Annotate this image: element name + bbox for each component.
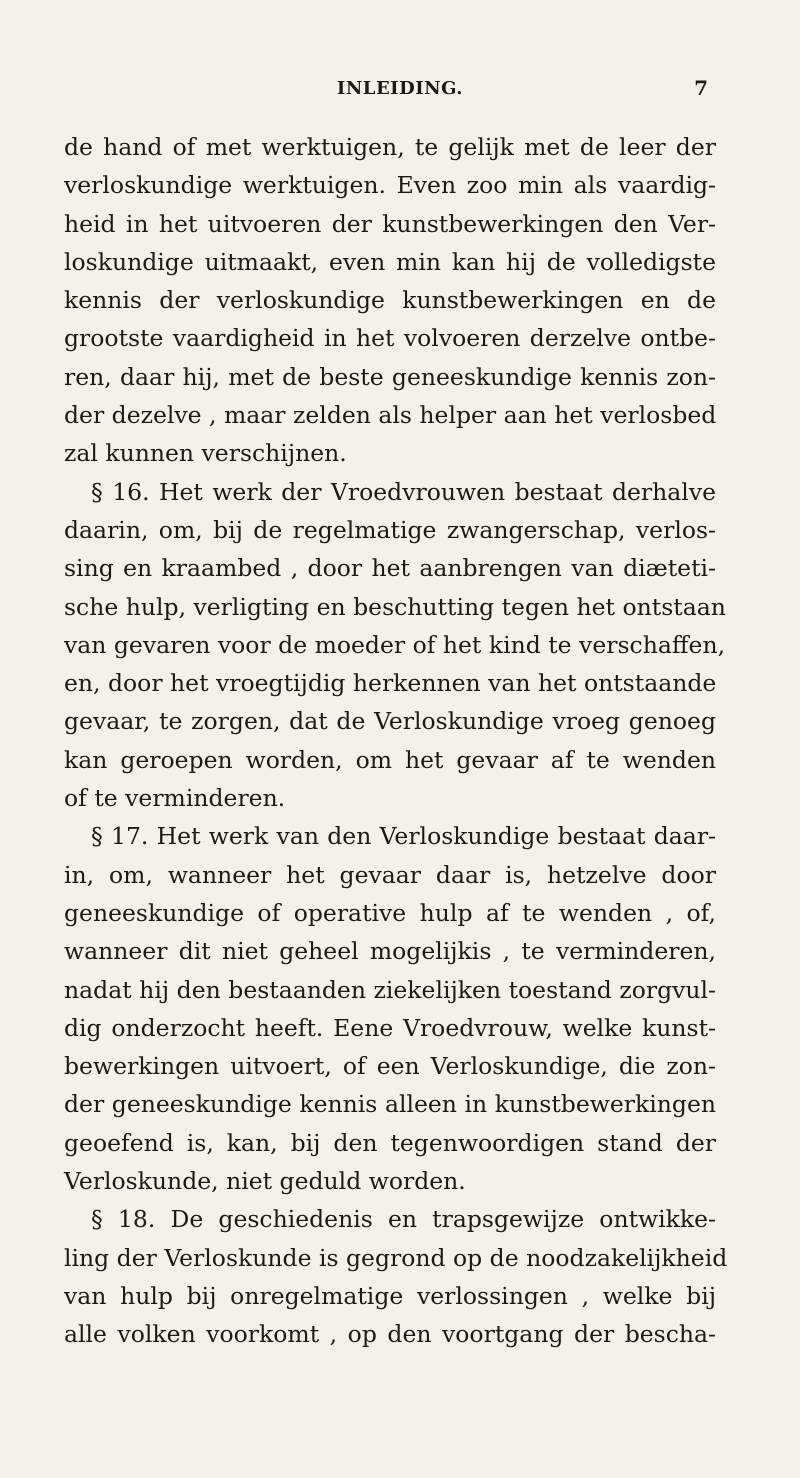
- text-line: geneeskundige of operative hulp af te wenden , of,: [64, 898, 716, 927]
- text-line: dig onderzocht heeft. Eene Vroedvrouw, welke kunst-: [64, 1013, 716, 1042]
- text-line: loskundige uitmaakt, even min kan hij de volledigste: [64, 247, 716, 276]
- text-line: zal kunnen verschijnen.: [64, 439, 347, 468]
- text-line: heid in het uitvoeren der kunstbewerkingen den Ver-: [64, 209, 716, 238]
- text-line: geoefend is, kan, bij den tegenwoordigen stand der: [64, 1128, 716, 1157]
- text-line: van gevaren voor de moeder of het kind te verschaffen,: [64, 630, 726, 659]
- text-line: daarin, om, bij de regelmatige zwangerschap, verlos-: [64, 515, 716, 544]
- text-line: de hand of met werktuigen, te gelijk met de leer der: [64, 133, 716, 161]
- running-head: [0, 78, 800, 102]
- text-line: ren, daar hij, met de beste geneeskundige kennis zon-: [64, 362, 716, 391]
- running-title: INLEIDING.: [336, 78, 464, 99]
- text-line: of te verminderen.: [64, 784, 286, 813]
- text-line: verloskundige werktuigen. Even zoo min als vaardig-: [64, 171, 716, 200]
- paragraph-17-first-line: § 17. Het werk van den Verloskundige bestaat daar-: [91, 822, 716, 851]
- text-line: wanneer dit niet geheel mogelijkis , te verminderen,: [64, 937, 716, 966]
- text-line: ling der Verloskunde is gegrond op de noodzakelijkheid: [64, 1243, 728, 1272]
- text-line: en, door het vroegtijdig herkennen van het ontstaande: [64, 669, 717, 698]
- text-line: Verloskunde, niet geduld worden.: [64, 1167, 466, 1196]
- text-line: gevaar, te zorgen, dat de Verloskundige vroeg genoeg: [64, 707, 716, 736]
- text-line: bewerkingen uitvoert, of een Verloskundige, die zon-: [64, 1052, 716, 1081]
- text-line: kan geroepen worden, om het gevaar af te wenden: [64, 745, 716, 774]
- text-line: alle volken voorkomt , op den voortgang der bescha-: [64, 1320, 716, 1349]
- paragraph-16-first-line: § 16. Het werk der Vroedvrouwen bestaat derhalve: [91, 477, 716, 506]
- text-line: der geneeskundige kennis alleen in kunstbewerkingen: [64, 1090, 716, 1119]
- text-line: sche hulp, verligting en beschutting tegen het ontstaan: [64, 592, 726, 621]
- text-line: van hulp bij onregelmatige verlossingen , welke bij: [64, 1281, 716, 1310]
- body-text: [64, 128, 728, 1354]
- text-line: in, om, wanneer het gevaar daar is, hetzelve door: [64, 860, 716, 889]
- text-line: nadat hij den bestaanden ziekelijken toestand zorgvul-: [64, 975, 716, 1004]
- text-line: kennis der verloskundige kunstbewerkingen en de: [64, 286, 716, 315]
- text-line: der dezelve , maar zelden als helper aan het verlosbed: [64, 401, 717, 430]
- paragraph-18-first-line: § 18. De geschiedenis en trapsgewijze ontwikke-: [91, 1205, 716, 1234]
- text-line: sing en kraambed , door het aanbrengen van diæteti-: [64, 554, 716, 583]
- page-number: 7: [694, 76, 708, 100]
- text-line: grootste vaardigheid in het volvoeren derzelve ontbe-: [64, 324, 716, 353]
